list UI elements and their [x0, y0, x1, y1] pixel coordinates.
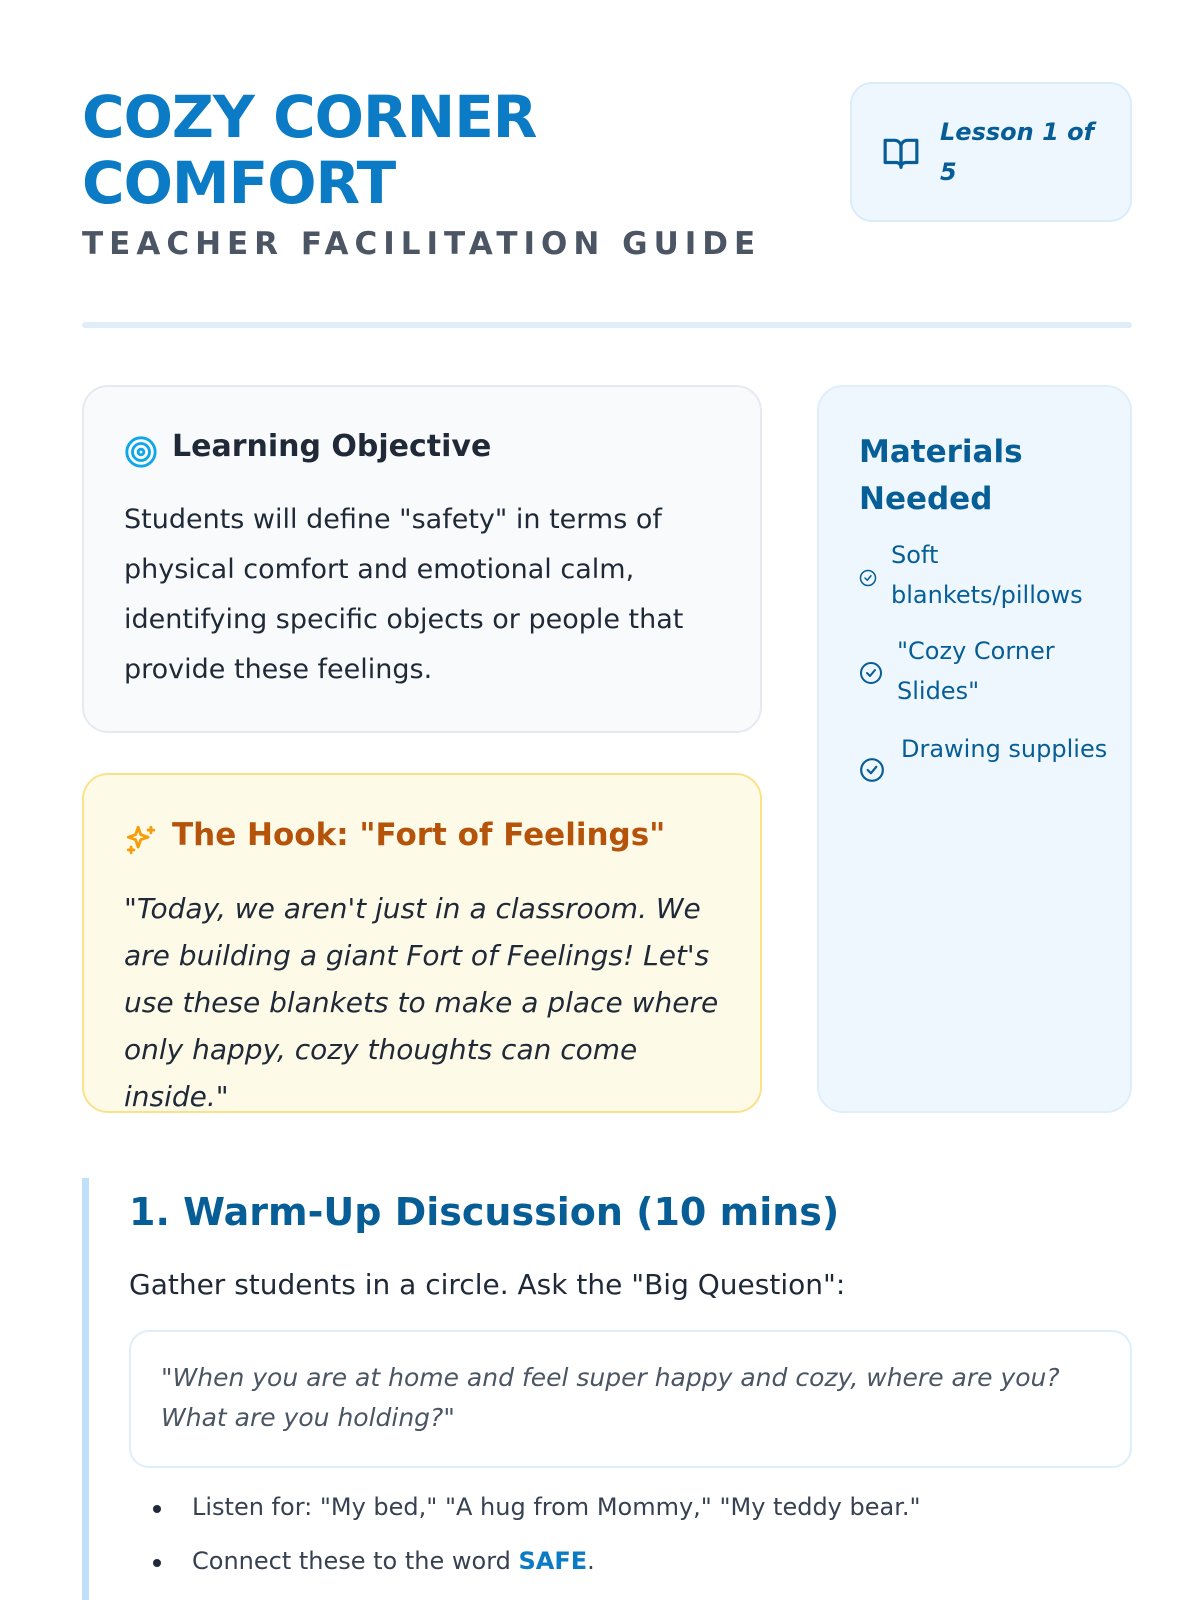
materials-list-item: [859, 729, 1109, 813]
hook-heading: The Hook: "Fort of Feelings": [172, 817, 666, 853]
objective-text: Students will define "safety" in terms of physical comfort and emotional calm, identifying specific objects or people that provide these feelings.: [124, 504, 684, 685]
materials-heading: Materials Needed: [859, 434, 1023, 517]
materials-list-item: [859, 535, 1109, 619]
big-question-box: [129, 1330, 1132, 1468]
target-icon: [124, 435, 158, 469]
materials-item-label: Drawing supplies: [901, 735, 1108, 763]
materials-list-item: [859, 631, 1109, 715]
hook-card: [82, 773, 762, 1113]
page-title: COZY CORNER COMFORT: [82, 83, 537, 217]
learning-objective-card: [82, 385, 762, 733]
objective-heading: Learning Objective: [172, 429, 492, 464]
check-circle-icon: [859, 569, 877, 587]
list-item: [129, 1534, 1129, 1588]
materials-card: [817, 385, 1132, 1113]
bullet-text: Connect these to the word: [192, 1547, 519, 1575]
safe-keyword: SAFE: [518, 1547, 588, 1575]
page-subtitle: TEACHER FACILITATION GUIDE: [82, 226, 762, 262]
materials-item-label: Soft blankets/pillows: [891, 541, 1083, 609]
book-open-icon: [882, 134, 920, 172]
lesson-guide-page: [82, 0, 1132, 1600]
section-title: 1. Warm-Up Discussion (10 mins): [129, 1190, 840, 1234]
hook-script-text: "Today, we aren't just in a classroom. We are building a giant Fort of Feelings! Let's use these blankets to make a place where only happy, cozy thoughts can come inside.": [124, 892, 719, 1113]
big-question-text: "When you are at home and feel super happy and cozy, where are you? What are you holding?": [161, 1363, 1060, 1432]
list-item: [129, 1480, 1129, 1534]
header: [82, 84, 1132, 264]
lesson-badge: [850, 82, 1132, 222]
header-divider: [82, 322, 1132, 328]
discussion-bullets: [129, 1480, 1129, 1588]
sparkles-icon: [124, 823, 158, 857]
bullet-suffix: .: [587, 1547, 595, 1575]
check-circle-icon: [859, 661, 883, 685]
bullet-text: Listen for: "My bed," "A hug from Mommy," "My teddy bear.": [192, 1493, 921, 1521]
section-intro: Gather students in a circle. Ask the "Big Question":: [129, 1268, 846, 1301]
section-accent-bar: [82, 1178, 89, 1600]
check-circle-icon: [859, 757, 885, 783]
materials-item-label: "Cozy Corner Slides": [897, 637, 1055, 705]
warm-up-section: [82, 1178, 1132, 1600]
lesson-badge-text: Lesson 1 of 5: [940, 118, 1095, 186]
